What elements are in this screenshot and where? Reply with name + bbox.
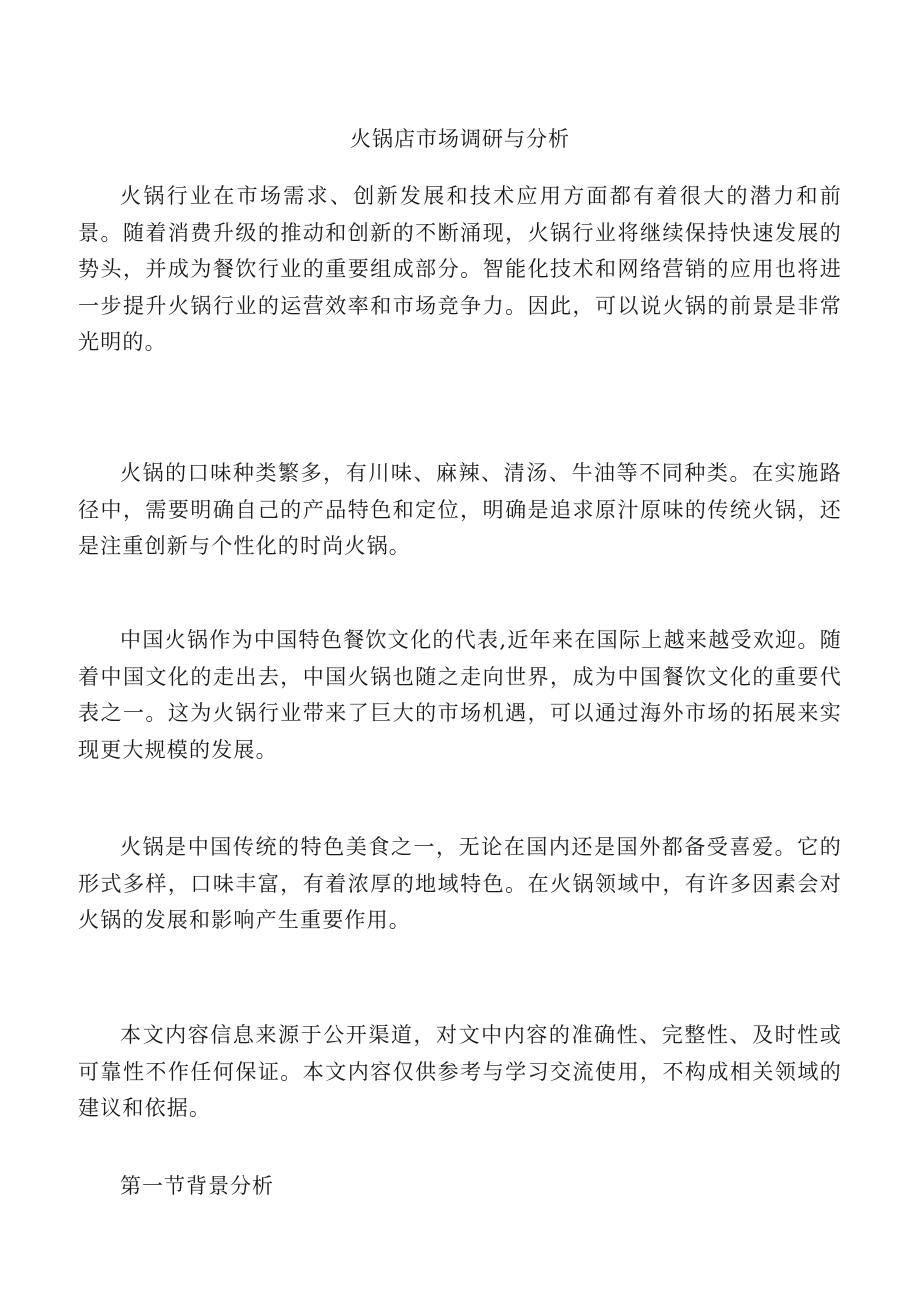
- paragraph-industry-prospects: 火锅行业在市场需求、创新发展和技术应用方面都有着很大的潜力和前景。随着消费升级的推动和创新的不断涌现，火锅行业将继续保持快速发展的势头，并成为餐饮行业的重要组成部分。智能化技术和网络营销的应用也将进一步提升火锅行业的运营效率和市场竞争力。因此，可以说火锅的前景是非常光明的。: [78, 184, 842, 355]
- paragraph-flavor-varieties: 火锅的口味种类繁多，有川味、麻辣、清汤、牛油等不同种类。在实施路径中，需要明确自己的产品特色和定位，明确是追求原汁原味的传统火锅，还是注重创新与个性化的时尚火锅。: [78, 461, 842, 559]
- document-title: 火锅店市场调研与分析: [350, 127, 570, 151]
- paragraph-traditional-cuisine: 火锅是中国传统的特色美食之一，无论在国内还是国外都备受喜爱。它的形式多样，口味丰富，有着浓厚的地域特色。在火锅领域中，有许多因素会对火锅的发展和影响产生重要作用。: [78, 835, 842, 933]
- paragraph-international-popularity: 中国火锅作为中国特色餐饮文化的代表,近年来在国际上越来越受欢迎。随着中国文化的走出去，中国火锅也随之走向世界，成为中国餐饮文化的重要代表之一。这为火锅行业带来了巨大的市场机遇，可以通过海外市场的拓展来实现更大规模的发展。: [78, 628, 842, 762]
- paragraph-disclaimer: 本文内容信息来源于公开渠道，对文中内容的准确性、完整性、及时性或可靠性不作任何保证。本文内容仅供参考与学习交流使用，不构成相关领域的建议和依据。: [78, 1023, 842, 1121]
- section-heading: 第一节背景分析: [120, 1174, 274, 1198]
